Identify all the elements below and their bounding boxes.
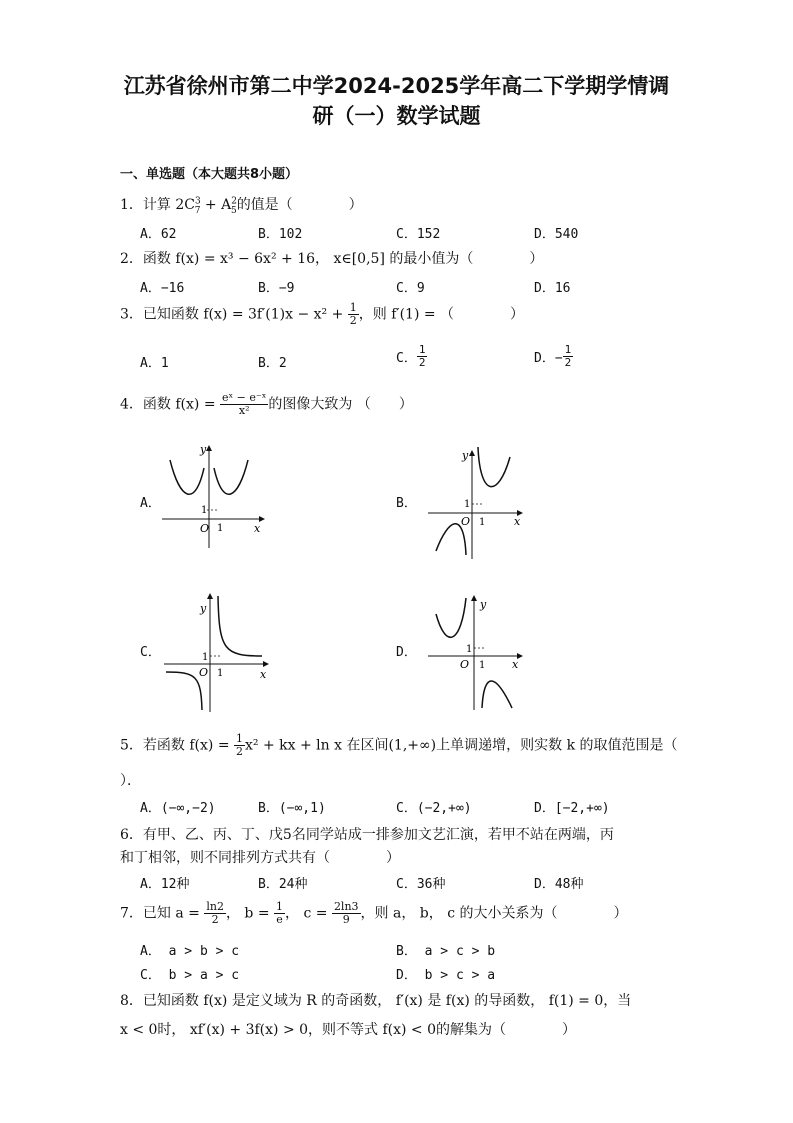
fraction: $\frac{\text{eˣ − e⁻ˣ}}{\text{x²}}$ xyxy=(222,391,267,417)
question-number: 4． xyxy=(120,396,143,413)
option-a[interactable]: A．1 xyxy=(140,356,169,371)
question-text: 若函数 f(x) = xyxy=(142,737,235,754)
math-sub: 5 xyxy=(230,205,237,216)
option-a[interactable]: A．−16 xyxy=(140,281,185,296)
option-b[interactable]: B．24种 xyxy=(258,877,308,892)
question-8 xyxy=(120,990,631,1010)
fraction: $\frac{1}{2}$ xyxy=(236,732,244,758)
math-sub: 7 xyxy=(194,205,201,216)
question-5-continued: ）． xyxy=(120,773,141,789)
option-a[interactable]: A．62 xyxy=(140,227,177,242)
option-d[interactable]: D．540 xyxy=(534,227,579,242)
graph-c xyxy=(162,590,277,715)
option-b[interactable]: B．2 xyxy=(258,356,287,371)
option-b[interactable]: B．−9 xyxy=(258,281,295,296)
question-6 xyxy=(120,824,614,844)
math-expr: + A xyxy=(200,197,232,213)
question-number: 5． xyxy=(120,737,143,754)
origin-label: O xyxy=(200,522,210,535)
fraction: $\frac{2\ln 3}{9}$ xyxy=(333,900,359,926)
tick-label: 1 xyxy=(466,644,473,655)
math-expr: 2C xyxy=(175,197,195,213)
axis-label-y: y xyxy=(480,598,487,611)
origin-label: O xyxy=(461,515,471,528)
tick-label: 1 xyxy=(201,505,208,516)
option-d[interactable]: D．− $\frac{1}{2}$ xyxy=(534,343,572,369)
exam-title-line2: 研（一）数学试题 xyxy=(312,104,481,128)
question-text: 计算 xyxy=(142,197,176,213)
option-c[interactable]: C．152 xyxy=(396,227,441,242)
option-b[interactable]: B． a > c > b xyxy=(396,944,496,959)
axis-label-y: y xyxy=(462,449,469,462)
question-text: ，则 a， b， c 的大小关系为（ ） xyxy=(360,905,628,922)
question-5 xyxy=(120,733,678,758)
question-text: 的图像大致为 （ ） xyxy=(268,396,413,413)
question-text: ， b = xyxy=(225,905,275,922)
origin-label: O xyxy=(199,666,209,679)
option-c[interactable]: C．(−2,+∞) xyxy=(396,801,472,816)
option-d[interactable]: D．[−2,+∞) xyxy=(534,801,610,816)
question-7 xyxy=(120,901,628,926)
question-text: 函数 f(x) = x³ − 6x² + 16， x∈[0,5] 的最小值为（ ） xyxy=(142,251,544,267)
axis-label-x: x xyxy=(512,658,519,671)
option-d[interactable]: D．48种 xyxy=(534,877,584,892)
math-sup: 3 xyxy=(195,196,201,207)
question-text: ， c = xyxy=(285,905,332,922)
question-number: 1． xyxy=(120,197,143,213)
question-text: 有甲、乙、丙、丁、戊5名同学站成一排参加文艺汇演，若甲不站在两端，丙 xyxy=(142,827,614,843)
question-text: 已知函数 f(x) = 3f′(1)x − x² + xyxy=(142,306,348,323)
tick-label: 1 xyxy=(464,499,471,510)
question-8-continued: x < 0时， xf′(x) + 3f(x) > 0，则不等式 f(x) < 0的解集为（ ） xyxy=(120,1022,577,1038)
option-c[interactable]: C． b > a > c xyxy=(140,968,240,983)
tick-label: 1 xyxy=(479,660,486,671)
question-1 xyxy=(120,194,363,216)
question-2 xyxy=(120,248,543,268)
option-a[interactable]: A．(−∞,−2) xyxy=(140,801,216,816)
fraction: $\frac{1}{e}$ xyxy=(276,900,284,926)
axis-label-y: y xyxy=(200,602,207,615)
question-text: 已知 a = xyxy=(142,905,205,922)
tick-label: 1 xyxy=(217,668,224,679)
option-d[interactable]: D． b > c > a xyxy=(396,968,496,983)
fraction: $\frac{1}{2}$ xyxy=(564,343,572,369)
tick-label: 1 xyxy=(202,652,209,663)
graph-label-b[interactable]: B． xyxy=(396,496,417,511)
origin-label: O xyxy=(460,658,470,671)
question-6-continued: 和丁相邻，则不同排列方式共有（ ） xyxy=(120,850,400,866)
fraction: $\frac{\ln 2}{2}$ xyxy=(206,900,224,926)
section-heading: 一、单选题（本大题共8小题） xyxy=(120,167,299,182)
graph-label-d[interactable]: D． xyxy=(396,645,417,660)
option-c[interactable]: C．9 xyxy=(396,281,425,296)
question-number: 7． xyxy=(120,905,143,922)
graph-b xyxy=(426,437,536,562)
axis-label-x: x xyxy=(514,515,521,528)
option-c[interactable]: C． $\frac{1}{2}$ xyxy=(396,343,426,369)
question-number: 6． xyxy=(120,827,143,843)
graph-a xyxy=(160,440,270,550)
option-c[interactable]: C．36种 xyxy=(396,877,446,892)
question-number: 2． xyxy=(120,251,143,267)
question-4 xyxy=(120,392,413,417)
question-text: ，则 f′(1) = （ ） xyxy=(358,306,525,323)
option-a[interactable]: A．12种 xyxy=(140,877,190,892)
tick-label: 1 xyxy=(479,517,486,528)
option-d[interactable]: D．16 xyxy=(534,281,571,296)
tick-label: 1 xyxy=(217,523,224,534)
option-b[interactable]: B．(−∞,1) xyxy=(258,801,326,816)
option-b[interactable]: B．102 xyxy=(258,227,303,242)
question-3 xyxy=(120,302,524,327)
question-text: x² + kx + ln x 在区间(1,+∞)上单调递增，则实数 k 的取值范围是（ xyxy=(245,737,678,754)
axis-label-x: x xyxy=(260,668,267,681)
axis-label-y: y xyxy=(200,443,207,456)
question-text: 的值是（ ） xyxy=(236,197,363,213)
fraction: $\frac{1}{2}$ xyxy=(349,301,357,327)
axis-label-x: x xyxy=(254,522,261,535)
question-number: 3． xyxy=(120,306,143,323)
graph-d xyxy=(426,590,536,715)
fraction: $\frac{1}{2}$ xyxy=(418,343,426,369)
exam-title-line1: 江苏省徐州市第二中学2024-2025学年高二下学期学情调 xyxy=(123,74,670,98)
question-text: 已知函数 f(x) 是定义域为 R 的奇函数， f′(x) 是 f(x) 的导函数， f(1) = 0，当 xyxy=(142,993,632,1009)
math-sup: 2 xyxy=(231,196,237,207)
question-number: 8． xyxy=(120,993,143,1009)
option-a[interactable]: A． a > b > c xyxy=(140,944,240,959)
question-text: 函数 f(x) = xyxy=(142,396,221,413)
graph-label-a[interactable]: A． xyxy=(140,496,161,511)
graph-label-c[interactable]: C． xyxy=(140,645,161,660)
